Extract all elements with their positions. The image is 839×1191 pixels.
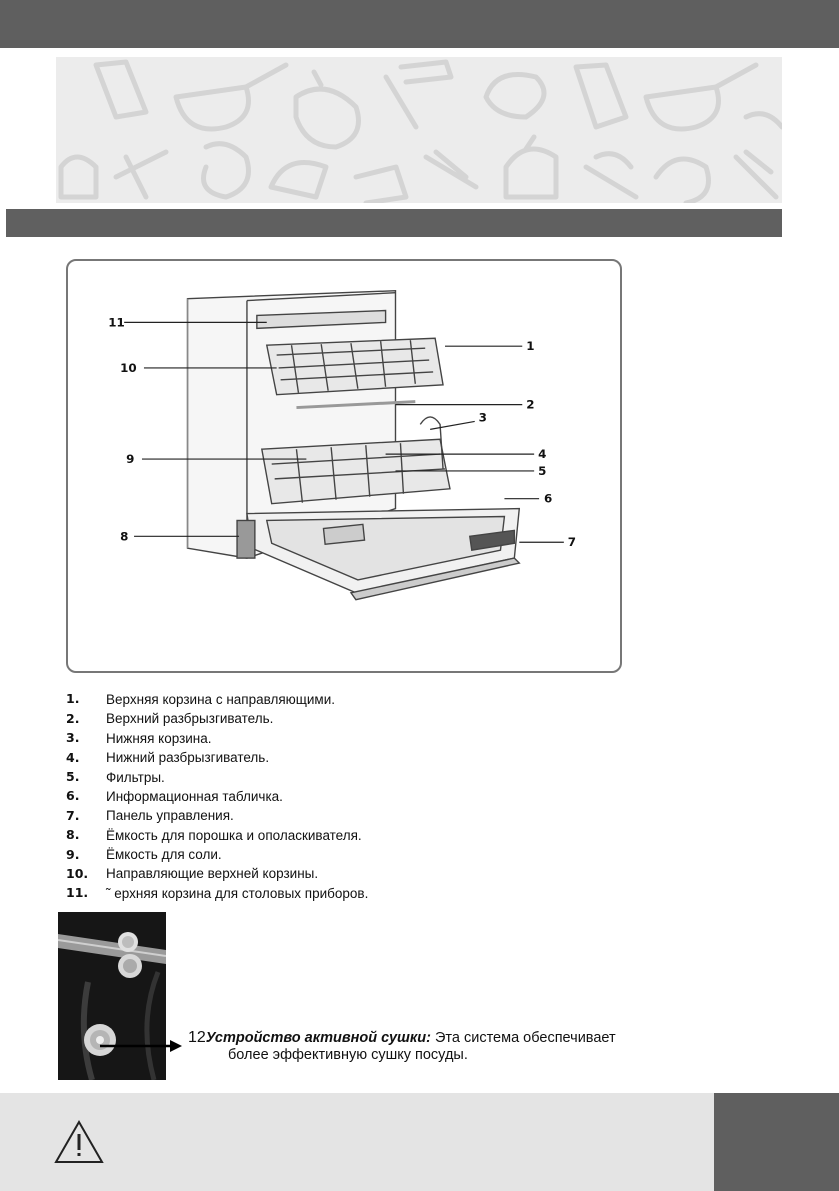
section-header-bar — [6, 209, 782, 237]
legend-item: 8. Ёмкость для порошка и ополаскивателя. — [66, 827, 362, 843]
warning-triangle-icon — [54, 1120, 104, 1164]
legend-item: 3. Нижняя корзина. — [66, 730, 212, 746]
dryer-title: Устройство активной сушки: — [205, 1030, 431, 1046]
active-dryer-photo — [58, 912, 166, 1080]
legend-item: 7. Панель управления. — [66, 807, 234, 824]
callout-9: 9 — [126, 452, 135, 467]
legend-item: 9. Ёмкость для соли. — [66, 846, 222, 863]
legend-item: 11. ˜ ерхняя корзина для столовых приборов. — [66, 885, 369, 901]
callout-7: 7 — [567, 535, 577, 550]
kitchenware-pattern-icon — [56, 57, 782, 203]
dishwasher-diagram — [68, 261, 620, 671]
parts-legend — [66, 690, 666, 903]
dryer-number: 12 — [188, 1029, 206, 1046]
dryer-description — [188, 1029, 658, 1064]
dryer-text-line2: более эффективную сушку посуды. — [228, 1047, 468, 1063]
dryer-device-illustration — [58, 912, 166, 1080]
legend-item: 4. Нижний разбрызгиватель. — [66, 749, 270, 766]
legend-item: 1. Верхняя корзина с направляющими. — [66, 691, 335, 707]
callout-1: 1 — [526, 339, 535, 354]
footer-page-block — [714, 1093, 839, 1191]
callout-5: 5 — [538, 463, 547, 478]
footer-band — [0, 1093, 714, 1191]
callout-3: 3 — [478, 410, 487, 425]
callout-2: 2 — [526, 397, 535, 412]
arrow-right-icon — [100, 1040, 182, 1052]
callout-6: 6 — [544, 491, 553, 506]
kitchen-pattern-banner — [56, 57, 782, 203]
callout-10: 10 — [120, 360, 137, 375]
legend-item: 5. Фильтры. — [66, 769, 165, 785]
header-bar — [0, 0, 839, 48]
legend-item: 2. Верхний разбрызгиватель. — [66, 710, 274, 727]
dryer-text-line1: Эта система обеспечивает — [434, 1030, 616, 1046]
legend-item: 10. Направляющие верхней корзины. — [66, 865, 319, 882]
dishwasher-figure — [66, 259, 622, 673]
callout-4: 4 — [538, 447, 547, 462]
legend-item: 6. Информационная табличка. — [66, 788, 283, 804]
callout-8: 8 — [120, 529, 129, 544]
callout-11: 11 — [108, 315, 125, 330]
